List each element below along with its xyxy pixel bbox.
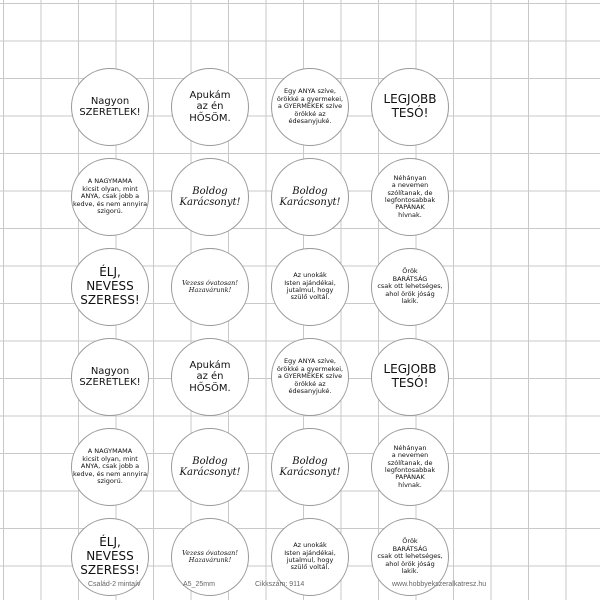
sticker-text-line: Vezess óvatosan! bbox=[182, 548, 238, 557]
sticker-text-line: a nevemen bbox=[391, 181, 429, 190]
sticker-text-line: legfontosabbak bbox=[384, 196, 436, 204]
sticker-grid bbox=[60, 62, 460, 602]
sticker-text-line: Boldog bbox=[292, 455, 328, 467]
sticker-cell bbox=[60, 332, 160, 422]
sticker-text-line: szülő voltál. bbox=[290, 563, 330, 572]
sticker-text-line: BARÁTSÁG bbox=[392, 274, 428, 283]
sticker-text-line: örökké a gyermekei, bbox=[276, 94, 344, 103]
sticker-cell bbox=[160, 332, 260, 422]
sticker-text-line: ANYA, csak jobb a bbox=[80, 462, 140, 471]
sticker-text-line: SZERESS! bbox=[80, 292, 140, 307]
sticker-cell bbox=[160, 62, 260, 152]
sticker-text-line: Isten ajándékai, bbox=[284, 278, 336, 287]
sticker-text-line: Karácsonyt! bbox=[279, 467, 341, 478]
sticker-cell bbox=[60, 152, 160, 242]
sticker-cell bbox=[160, 242, 260, 332]
sticker-text-line: a GYERMEKEK szíve bbox=[277, 102, 343, 111]
sticker-circle bbox=[71, 248, 149, 326]
sticker-circle bbox=[71, 428, 149, 506]
sticker-text-line: édesanyjuké. bbox=[288, 387, 332, 396]
sticker-text-line: jutalmul, hogy bbox=[286, 286, 334, 294]
sticker-text-line: PAPÁNAK bbox=[395, 203, 425, 212]
sheet-name: Család-2 mintaív bbox=[88, 581, 141, 588]
sticker-text-line: NEVESS bbox=[86, 549, 134, 564]
sticker-cell bbox=[260, 152, 360, 242]
sticker-circle bbox=[71, 158, 149, 236]
sticker-cell bbox=[160, 422, 260, 512]
sticker-circle bbox=[371, 248, 449, 326]
sticker-cell bbox=[160, 152, 260, 242]
sticker-text-line: Boldog bbox=[192, 185, 228, 197]
sticker-text-line: LEGJOBB bbox=[383, 362, 437, 377]
sticker-text-line: Isten ajándékai, bbox=[284, 548, 336, 557]
sticker-text-line: Vezess óvatosan! bbox=[182, 278, 238, 287]
sticker-text-line: az én bbox=[196, 101, 224, 113]
sticker-cell bbox=[260, 332, 360, 422]
sticker-cell bbox=[60, 422, 160, 512]
sticker-text-line: Az unokák bbox=[293, 541, 327, 550]
sticker-text-line: szülő voltál. bbox=[290, 293, 330, 302]
sticker-text-line: Hazavárunk! bbox=[188, 286, 232, 294]
sticker-text-line: édesanyjuké. bbox=[288, 117, 332, 126]
sticker-cell bbox=[360, 242, 460, 332]
sticker-text-line: csak ott lehetséges, bbox=[377, 552, 443, 561]
sticker-cell bbox=[360, 422, 460, 512]
sticker-text-line: Egy ANYA szíve, bbox=[284, 87, 336, 96]
sticker-text-line: kicsit olyan, mint bbox=[82, 454, 138, 463]
sticker-text-line: ÉLJ, bbox=[99, 265, 121, 280]
sticker-circle bbox=[171, 68, 249, 146]
sticker-text-line: kicsit olyan, mint bbox=[82, 184, 138, 193]
sticker-text-line: ahol örök jóság bbox=[385, 559, 435, 568]
sheet-format: A5_25mm bbox=[183, 581, 215, 588]
sticker-text-line: SZERESS! bbox=[80, 562, 140, 577]
sticker-text-line: Örök bbox=[402, 267, 418, 276]
sticker-text-line: szólítanak, de bbox=[387, 188, 433, 197]
sticker-circle bbox=[371, 158, 449, 236]
sticker-circle bbox=[171, 158, 249, 236]
sticker-text-line: hívnak. bbox=[398, 210, 422, 219]
sticker-circle bbox=[71, 338, 149, 416]
sticker-cell bbox=[360, 152, 460, 242]
sticker-text-line: örökké az bbox=[294, 109, 326, 118]
sticker-text-line: A NAGYMAMA bbox=[87, 177, 133, 186]
sticker-text-line: A NAGYMAMA bbox=[87, 447, 133, 456]
sticker-cell bbox=[260, 62, 360, 152]
sticker-circle bbox=[171, 248, 249, 326]
sticker-text-line: lakik. bbox=[401, 567, 419, 576]
sticker-text-line: Örök bbox=[402, 537, 418, 546]
sticker-text-line: LEGJOBB bbox=[383, 92, 437, 107]
sticker-circle bbox=[271, 68, 349, 146]
sticker-circle bbox=[171, 428, 249, 506]
sticker-text-line: Egy ANYA szíve, bbox=[284, 357, 336, 366]
sticker-cell bbox=[260, 242, 360, 332]
sticker-cell bbox=[360, 332, 460, 422]
sticker-text-line: ANYA, csak jobb a bbox=[80, 192, 140, 201]
sticker-text-line: BARÁTSÁG bbox=[392, 544, 428, 553]
sticker-circle bbox=[371, 338, 449, 416]
website-label: www.hobbyekszeralkatresz.hu bbox=[392, 581, 487, 588]
sticker-text-line: Hazavárunk! bbox=[188, 556, 232, 564]
sticker-circle bbox=[71, 68, 149, 146]
sticker-text-line: Apukám bbox=[189, 359, 231, 371]
sticker-text-line: Karácsonyt! bbox=[179, 467, 241, 478]
sticker-text-line: TESÓ! bbox=[391, 376, 429, 390]
sticker-text-line: PAPÁNAK bbox=[395, 473, 425, 482]
sticker-cell bbox=[360, 62, 460, 152]
sticker-text-line: örökké az bbox=[294, 379, 326, 388]
sticker-text-line: HŐSÖM. bbox=[189, 112, 231, 124]
sticker-cell bbox=[260, 422, 360, 512]
sticker-text-line: Az unokák bbox=[293, 271, 327, 280]
sticker-text-line: HŐSÖM. bbox=[189, 382, 231, 394]
sticker-cell bbox=[60, 62, 160, 152]
sticker-circle bbox=[271, 428, 349, 506]
sheet-footer bbox=[0, 578, 600, 596]
sticker-text-line: szigorú. bbox=[97, 477, 123, 486]
sticker-text-line: NEVESS bbox=[86, 279, 134, 294]
sticker-text-line: SZERETLEK! bbox=[79, 377, 141, 388]
sticker-text-line: hívnak. bbox=[398, 480, 422, 489]
sticker-text-line: az én bbox=[196, 371, 224, 383]
sticker-text-line: szigorú. bbox=[97, 207, 123, 216]
article-number: Cikkszám: 9114 bbox=[255, 581, 305, 588]
sticker-text-line: Nagyon bbox=[90, 365, 130, 377]
sticker-text-line: örökké a gyermekei, bbox=[276, 364, 344, 373]
sticker-text-line: Néhányan bbox=[393, 173, 427, 182]
sticker-text-line: SZERETLEK! bbox=[79, 107, 141, 118]
sticker-text-line: Karácsonyt! bbox=[179, 197, 241, 208]
sticker-text-line: lakik. bbox=[401, 297, 419, 306]
sticker-circle bbox=[271, 338, 349, 416]
sticker-text-line: a nevemen bbox=[391, 451, 429, 460]
sticker-text-line: kedve, és nem annyira bbox=[72, 469, 148, 478]
sticker-text-line: ÉLJ, bbox=[99, 535, 121, 550]
sticker-text-line: a GYERMEKEK szíve bbox=[277, 372, 343, 381]
sticker-text-line: Boldog bbox=[192, 455, 228, 467]
sticker-text-line: Néhányan bbox=[393, 443, 427, 452]
sticker-circle bbox=[271, 158, 349, 236]
sticker-text-line: TESÓ! bbox=[391, 106, 429, 120]
sticker-text-line: Nagyon bbox=[90, 95, 130, 107]
sticker-circle bbox=[371, 68, 449, 146]
sticker-text-line: jutalmul, hogy bbox=[286, 556, 334, 564]
sticker-text-line: Karácsonyt! bbox=[279, 197, 341, 208]
sticker-text-line: szólítanak, de bbox=[387, 458, 433, 467]
sticker-circle bbox=[171, 338, 249, 416]
sticker-circle bbox=[271, 248, 349, 326]
sticker-text-line: Apukám bbox=[189, 89, 231, 101]
sticker-text-line: Boldog bbox=[292, 185, 328, 197]
sticker-text-line: ahol örök jóság bbox=[385, 289, 435, 298]
sticker-circle bbox=[371, 428, 449, 506]
sticker-cell bbox=[60, 242, 160, 332]
sticker-text-line: csak ott lehetséges, bbox=[377, 282, 443, 291]
sticker-text-line: kedve, és nem annyira bbox=[72, 199, 148, 208]
sticker-text-line: legfontosabbak bbox=[384, 466, 436, 474]
